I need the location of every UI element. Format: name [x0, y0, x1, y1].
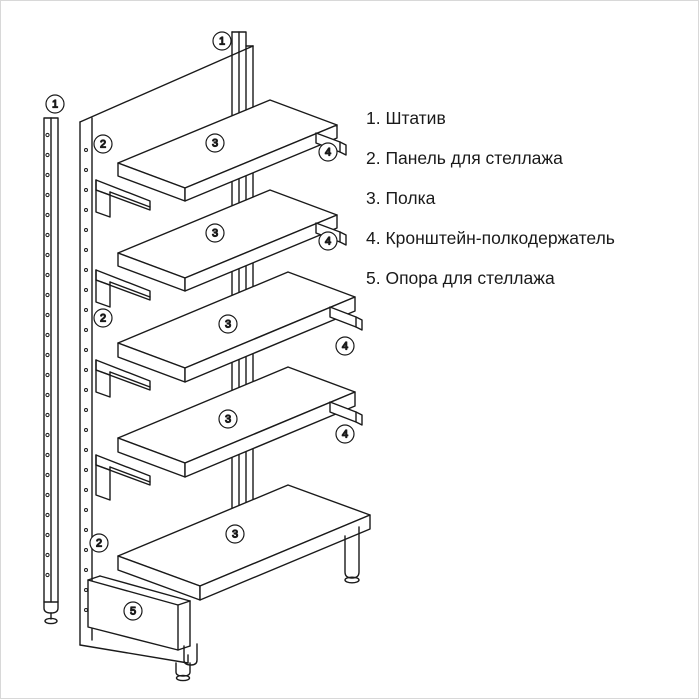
callout-label: 2 — [95, 537, 103, 550]
callout-label: 3 — [231, 528, 239, 541]
callout-15 — [124, 602, 142, 620]
callout-label: 3 — [224, 318, 232, 331]
shelf-1 — [118, 100, 337, 201]
callout-7 — [319, 232, 337, 250]
callout-label: 1 — [51, 98, 59, 111]
callout-6 — [206, 224, 224, 242]
shelf-bottom — [118, 485, 370, 600]
callout-label: 4 — [341, 428, 349, 441]
callout-label: 5 — [129, 605, 137, 618]
callout-13 — [90, 534, 108, 552]
callout-label: 4 — [324, 146, 332, 159]
callout-label: 3 — [211, 227, 219, 240]
standalone-post — [44, 118, 58, 624]
callout-9 — [219, 315, 237, 333]
callout-2 — [46, 95, 64, 113]
callout-11 — [219, 410, 237, 428]
callout-5 — [319, 143, 337, 161]
callout-4 — [206, 134, 224, 152]
callout-label: 3 — [224, 413, 232, 426]
callout-label: 2 — [99, 312, 107, 325]
callout-label: 2 — [99, 138, 107, 151]
callout-14 — [226, 525, 244, 543]
callout-label: 4 — [341, 340, 349, 353]
callout-label: 3 — [211, 137, 219, 150]
legend-item-3: 3. Полка — [366, 188, 436, 208]
bracket-4-left — [96, 455, 150, 500]
shelf-2 — [118, 190, 337, 291]
legend-item-1: 1. Штатив — [366, 108, 446, 128]
callout-8 — [94, 309, 112, 327]
callout-1 — [213, 32, 231, 50]
legend-item-5: 5. Опора для стеллажа — [366, 268, 555, 288]
callout-3 — [94, 135, 112, 153]
legend-item-4: 4. Кронштейн-полкодержатель — [366, 228, 615, 248]
legend-list — [366, 108, 696, 308]
callout-label: 4 — [324, 235, 332, 248]
callout-label: 1 — [218, 35, 226, 48]
callout-12 — [336, 425, 354, 443]
legend-item-2: 2. Панель для стеллажа — [366, 148, 563, 168]
callout-10 — [336, 337, 354, 355]
